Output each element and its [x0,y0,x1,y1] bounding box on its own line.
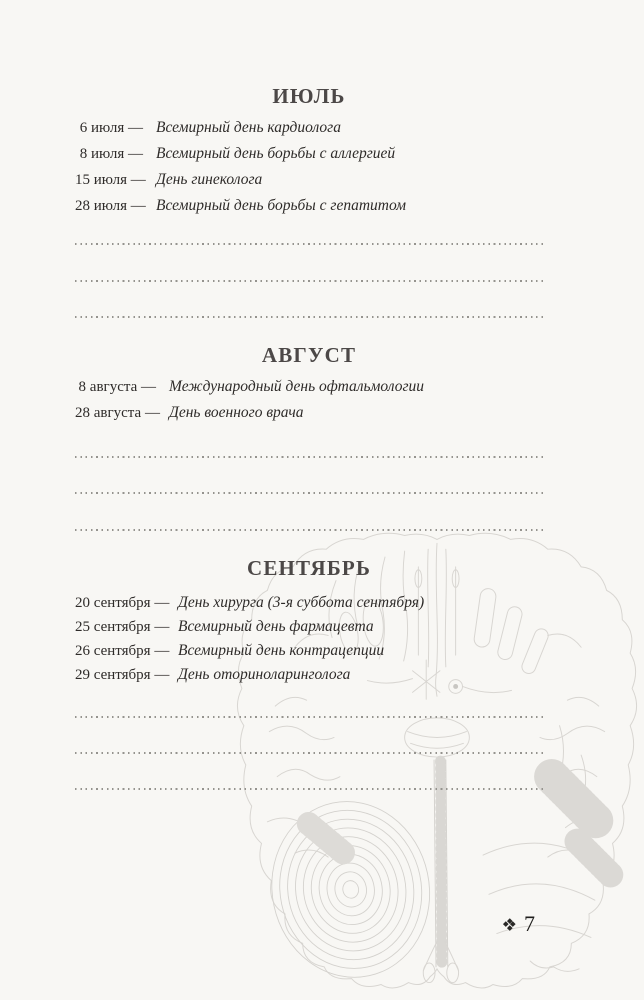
diamond-cluster-icon [504,919,515,930]
notes-line [75,752,543,754]
notes-line [75,492,543,494]
entry-date: 8 июля — [79,146,143,162]
section-august [75,343,543,431]
calendar-entry [75,405,543,421]
entry-date: 15 июля — [75,172,146,188]
entry-list [75,379,543,421]
section-title: ИЮЛЬ [272,84,346,108]
entry-event: День военного врача [169,404,304,421]
section-title: АВГУСТ [261,343,357,367]
entry-event: Всемирный день контрацепции [178,642,385,659]
entry-date: 29 сентября — [75,667,170,683]
calendar-entry [75,146,543,162]
entry-event: Всемирный день борьбы с аллергией [156,145,396,162]
calendar-entry [75,619,543,635]
entry-event: Международный день офтальмологии [169,378,425,395]
notes-line [75,280,543,282]
entry-date: 28 июля — [75,198,146,214]
entry-event: День гинеколога [156,171,263,188]
entry-event: День оториноларинголога [178,666,351,683]
calendar-entry [75,120,543,136]
entry-event: Всемирный день фармацевта [178,618,374,635]
entry-list [75,595,543,683]
calendar-entry [75,172,543,188]
section-september [75,556,543,691]
page-footer [504,912,535,936]
page-number: 7 [524,911,535,936]
brainstem [423,760,458,983]
calendar-entry [75,595,543,611]
calendar-entry [75,198,543,214]
entry-list [75,120,543,214]
section-title: СЕНТЯБРЬ [246,556,372,580]
calendar-entry [75,379,543,395]
section-july [75,84,543,224]
entry-date: 20 сентября — [75,595,170,611]
entry-date: 26 сентября — [75,643,170,659]
entry-date: 8 августа — [78,379,156,395]
notes-line [75,316,543,318]
notes-line [75,243,543,245]
entry-event: День хирурга (3-я суббота сентября) [178,594,425,611]
notes-line [75,456,543,458]
entry-event: Всемирный день кардиолога [156,119,341,136]
calendar-entry [75,643,543,659]
entry-date: 28 августа — [75,405,160,421]
notes-line [75,788,543,790]
entry-date: 25 сентября — [75,619,170,635]
calendar-entry [75,667,543,683]
entry-date: 6 июля — [79,120,143,136]
notes-line [75,716,543,718]
entry-event: Всемирный день борьбы с гепатитом [156,197,407,214]
notes-line [75,529,543,531]
